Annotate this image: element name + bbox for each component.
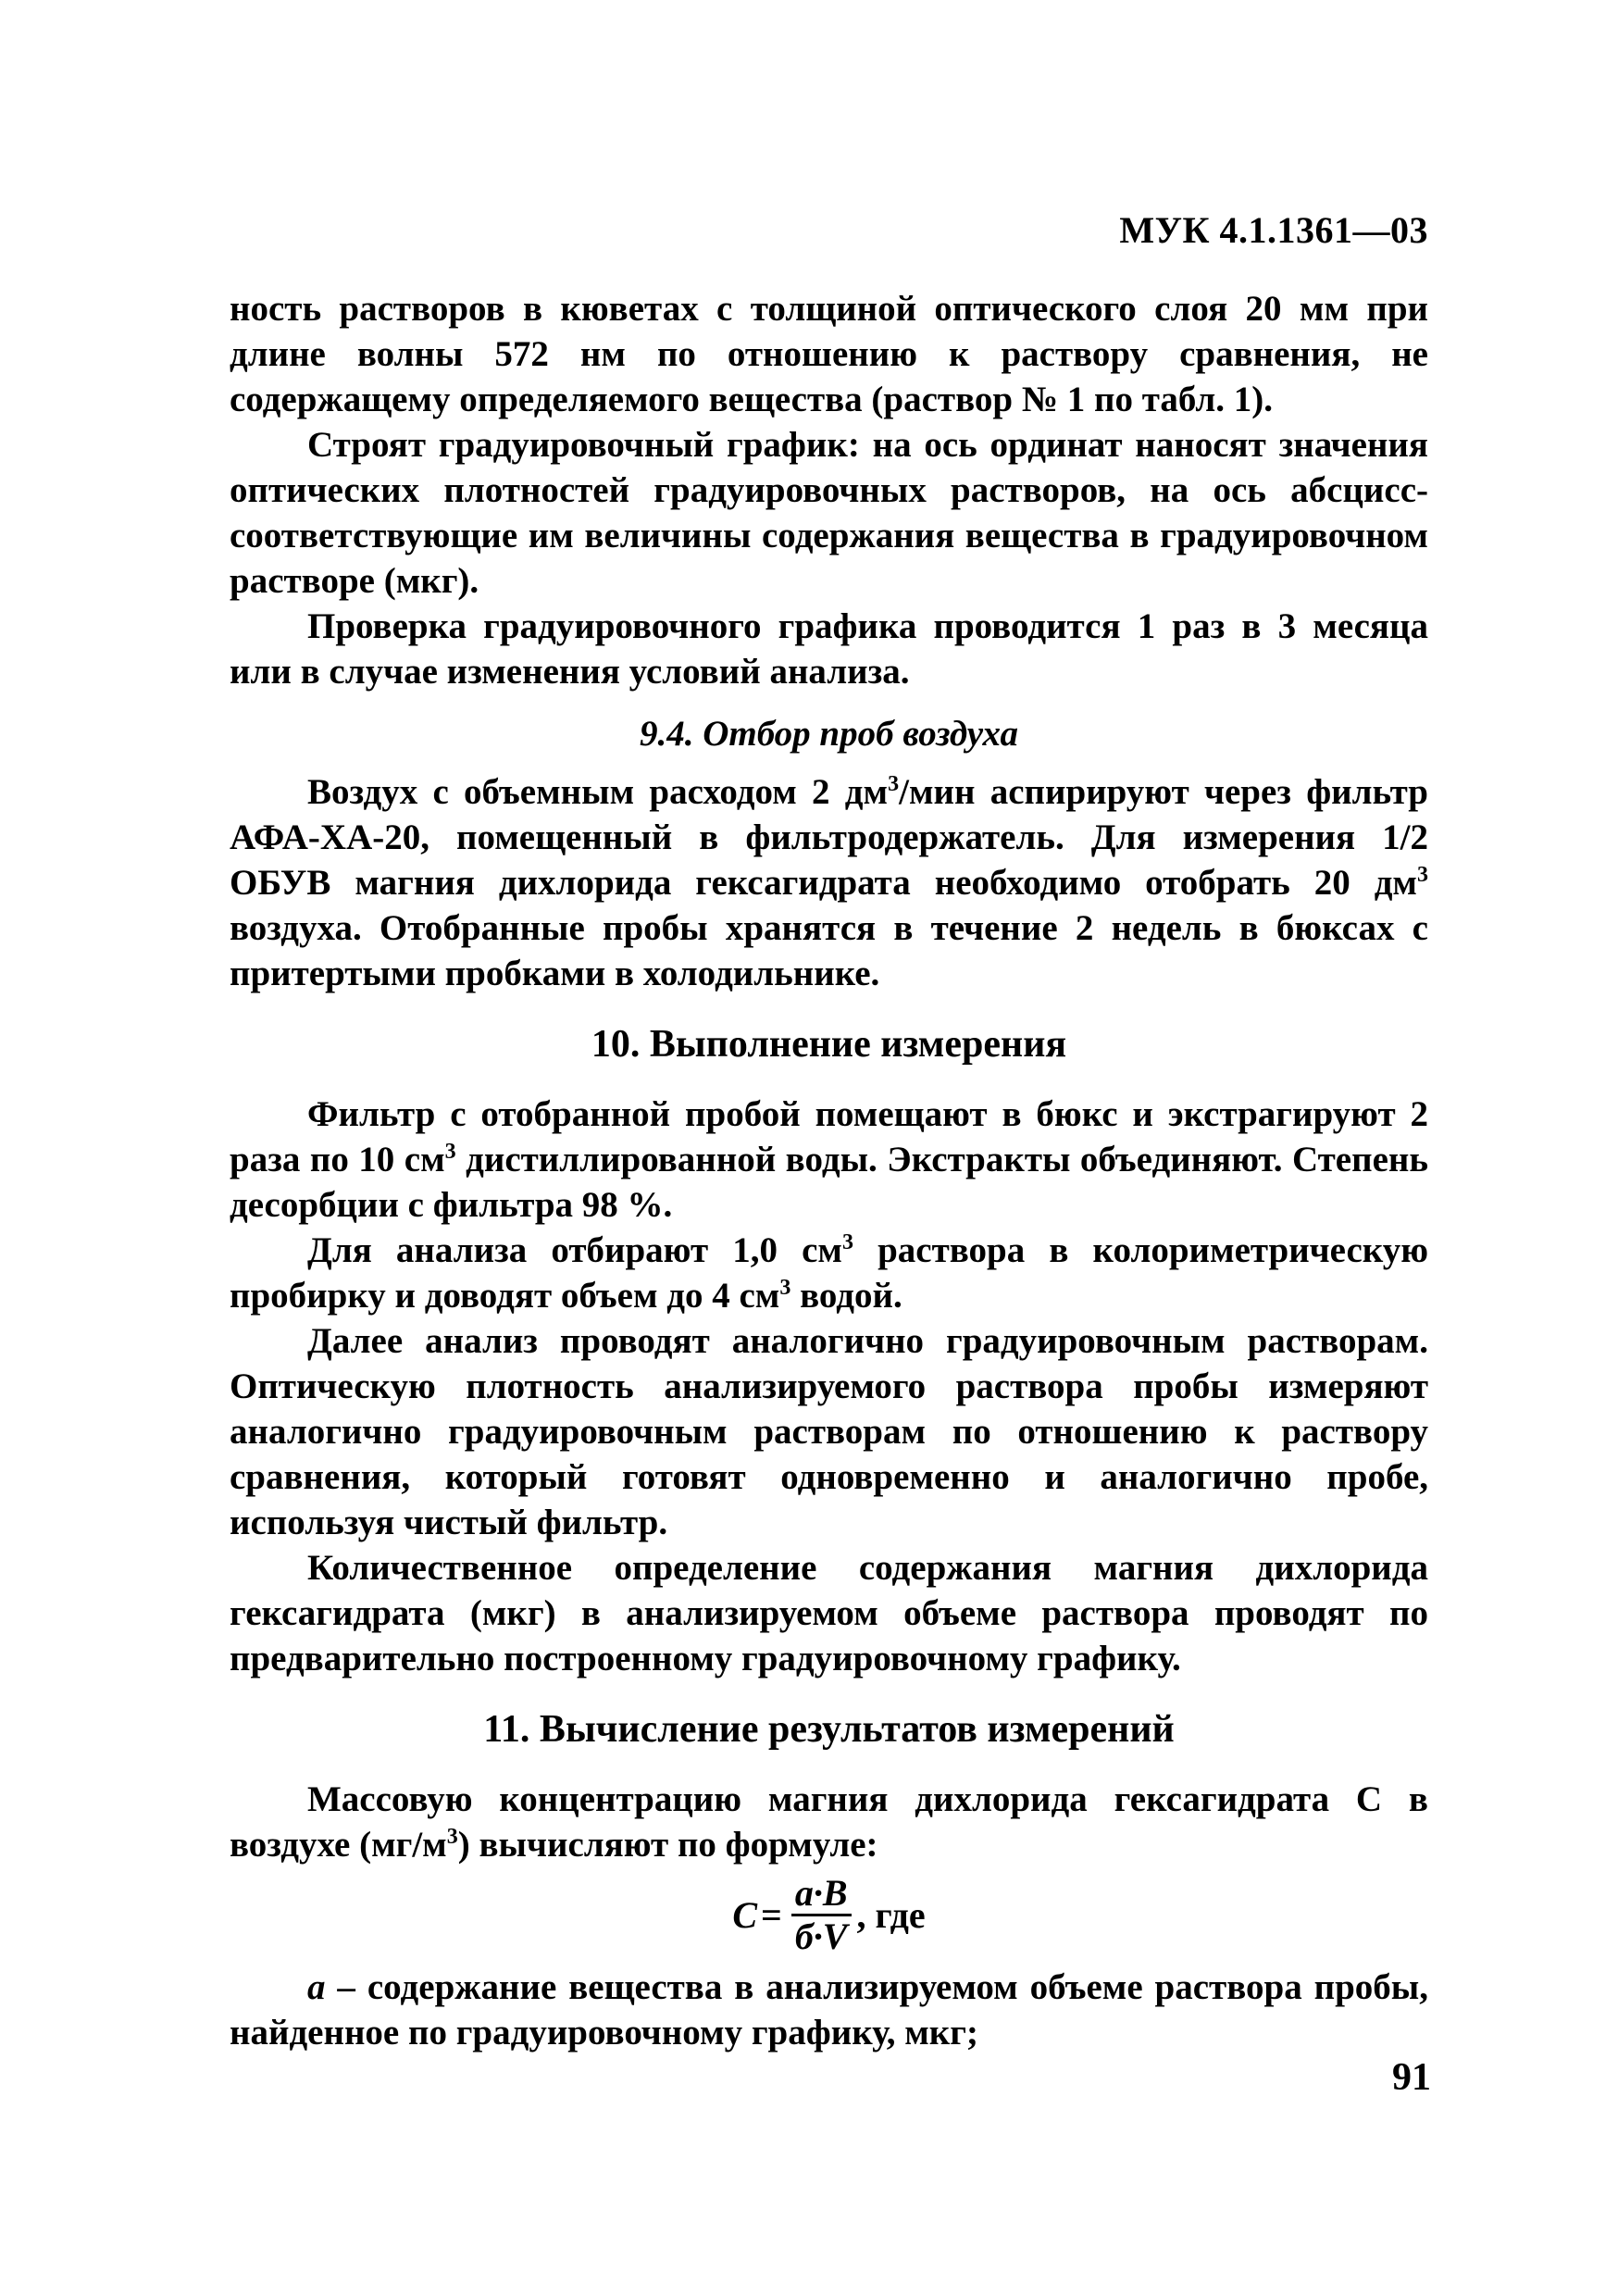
paragraph-calibration-check: Проверка градуировочного графика проводится 1 раз в 3 месяца или в случае изменения условий анализа. [230, 606, 1428, 692]
superscript: 3 [779, 1276, 791, 1300]
superscript: 3 [888, 772, 900, 796]
fraction-half: 1/2 [1382, 817, 1428, 857]
paragraph-definition-a [230, 1965, 1428, 2055]
extraction-text-2: дистиллированной воды. Экстракты объединяют. Степень десорбции с фильтра 98 %. [230, 1140, 1428, 1225]
formula-numerator: a·B [791, 1873, 852, 1916]
document-code: МУК 4.1.1361—03 [1119, 209, 1428, 251]
paragraph-continuation: ность растворов в кюветах с толщиной оптического слоя 20 мм при длине волны 572 нм по отношению к раствору сравнения, не содержащему определяемого вещества (раствор № 1 по табл. 1). [230, 289, 1428, 419]
superscript: 3 [841, 1230, 853, 1254]
superscript: 3 [1417, 863, 1428, 887]
page-number: 91 [1392, 2056, 1431, 2099]
mass-concentration-text-1: Массовую концентрацию магния дихлорида гексагидрата С в воздухе (мг/м [230, 1779, 1428, 1865]
extraction-text-1: Фильтр с отобранной пробой помещают в бюкс и экстрагируют 2 раза по 10 см [230, 1094, 1428, 1179]
formula-equals: = [761, 1894, 782, 1936]
superscript: 3 [444, 1140, 456, 1164]
aliquot-text-3: водой. [790, 1276, 902, 1316]
aliquot-text-1: Для анализа отбирают 1,0 см [307, 1230, 842, 1270]
paragraph-aliquot [230, 1228, 1428, 1318]
paragraph-extraction [230, 1092, 1428, 1228]
paragraph-calibration-graph: Строят градуировочный график: на ось ординат наносят значения оптических плотностей градуировочных растворов, на ось абсцисс-соответствующие им величины содержания вещества в градуировочном растворе (мкг). [230, 425, 1428, 601]
air-sampling-text-4: воздуха. Отобранные пробы хранятся в течение 2 недель в бюксах с притертыми пробками в холодильнике. [230, 908, 1428, 993]
aliquot-text-2: раствора в колориметрическую пробирку и доводят объем до 4 см [230, 1230, 1428, 1316]
formula-lhs: C [732, 1894, 758, 1936]
document-page [230, 185, 1428, 2055]
definition-variable: a [307, 1967, 326, 2007]
definition-text: – содержание вещества в анализируемом объеме раствора пробы, найденное по градуировочному графику, мкг; [230, 1967, 1428, 2053]
air-sampling-text-2: /мин аспирируют через фильтр АФА-ХА-20, помещенный в фильтродержатель. Для измерения [230, 772, 1428, 857]
paragraph-air-sampling [230, 769, 1428, 996]
air-sampling-text-3: ОБУВ магния дихлорида гексагидрата необходимо отобрать 20 дм [230, 863, 1417, 903]
section-11-title: 11. Вычисление результатов измерений [483, 1708, 1175, 1751]
section-10-title: 10. Выполнение измерения [591, 1023, 1067, 1066]
section-9-4-title: 9.4. Отбор проб воздуха [639, 714, 1019, 754]
superscript: 3 [446, 1825, 458, 1849]
formula-denominator: б·V [794, 1915, 848, 1957]
formula-suffix: , где [856, 1894, 926, 1936]
paragraph-optical-density: Далее анализ проводят аналогично градуировочным растворам. Оптическую плотность анализируемого раствора пробы измеряют аналогично градуировочным растворам по отношению к раствору сравнения, который готовят одновременно и аналогично пробе, используя чистый фильтр. [230, 1321, 1428, 1542]
paragraph-mass-concentration [230, 1777, 1428, 1867]
formula-fraction [791, 1873, 852, 1957]
formula [230, 1873, 1428, 1957]
mass-concentration-text-2: ) вычисляют по формуле: [457, 1825, 878, 1865]
paragraph-quantitative: Количественное определение содержания магния дихлорида гексагидрата (мкг) в анализируемом объеме раствора проводят по предварительно построенному градуировочному графику. [230, 1548, 1428, 1678]
air-sampling-text-1: Воздух с объемным расходом 2 дм [307, 772, 889, 812]
